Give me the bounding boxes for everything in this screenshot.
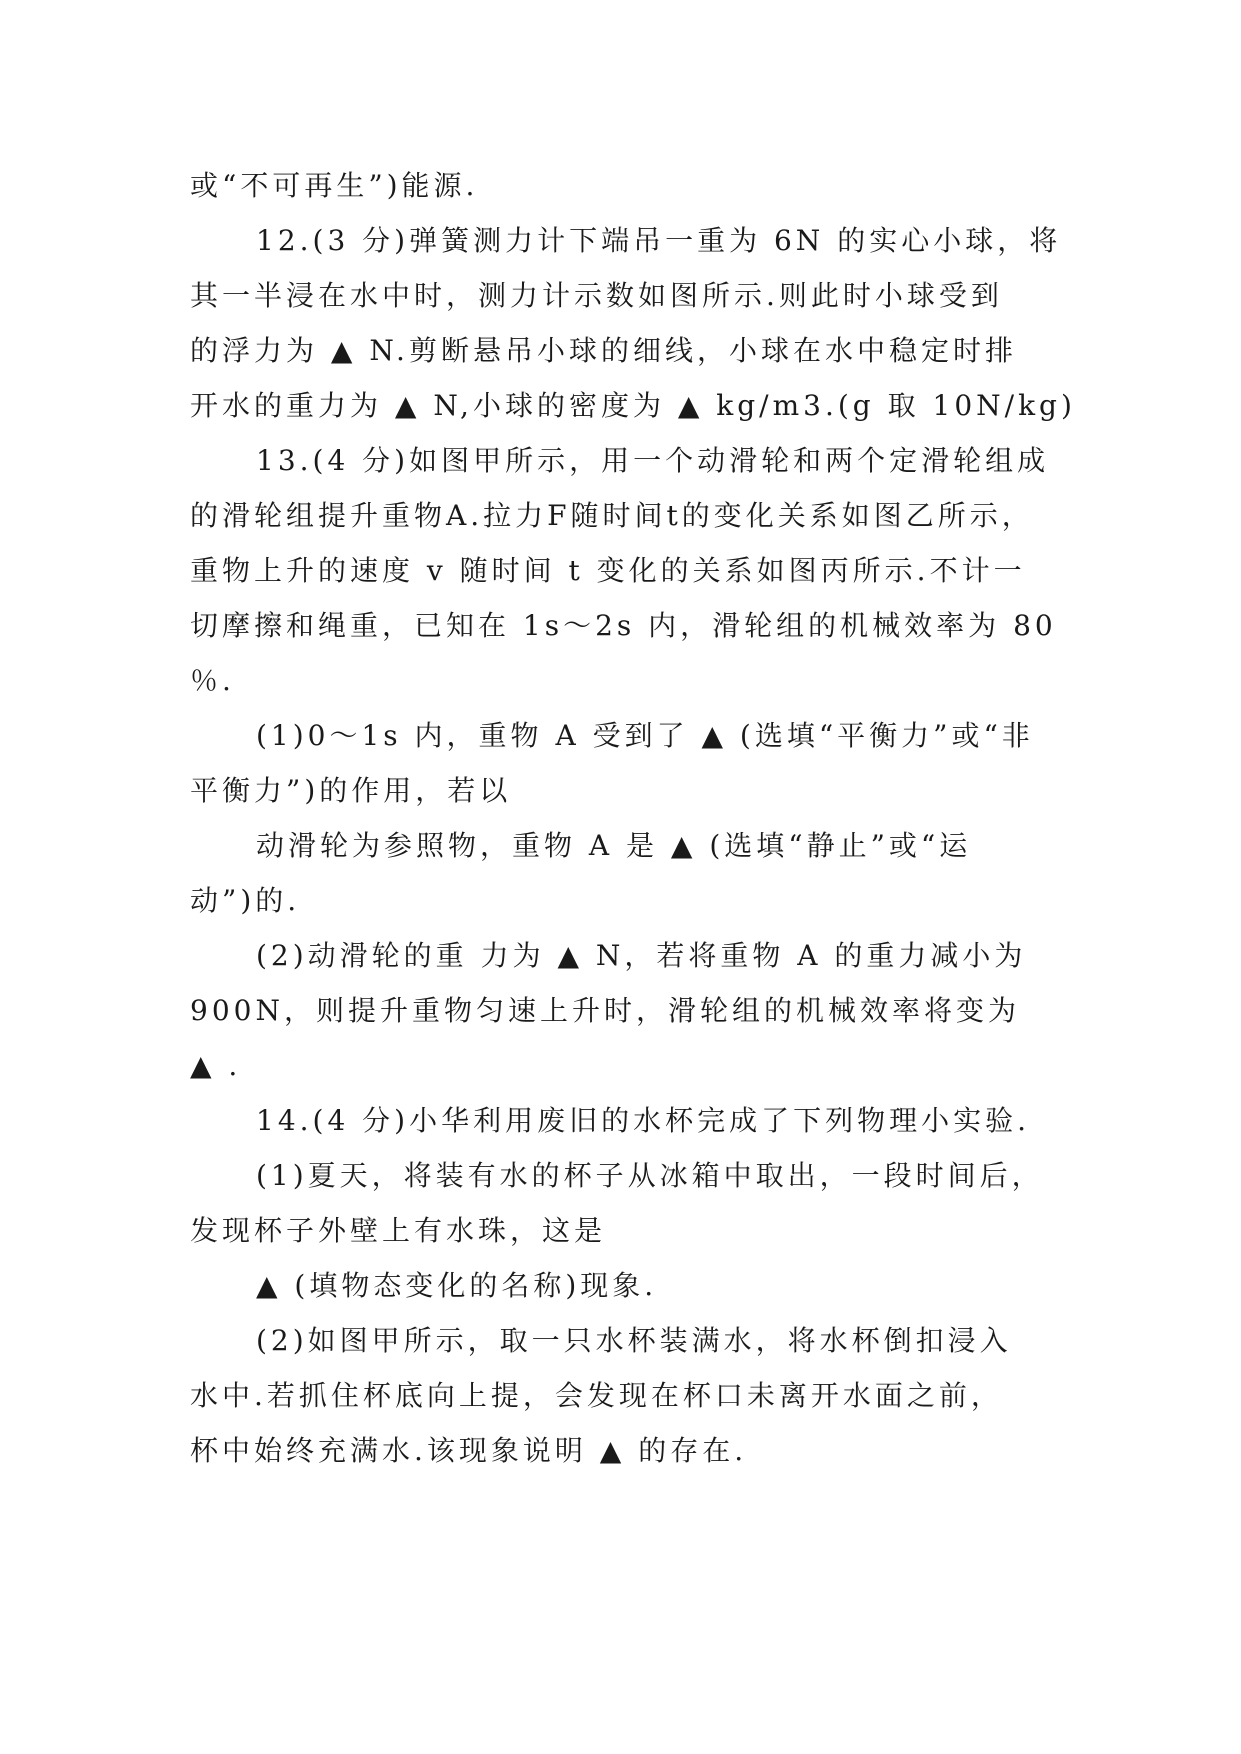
question-13-part-1-line-3: 动滑轮为参照物，重物 A 是 ▲ (选填“静止”或“运 xyxy=(256,829,972,862)
question-12-line-1: 12.(3 分)弹簧测力计下端吊一重为 6N 的实心小球，将 xyxy=(256,224,1062,257)
question-14-part-1-line-1: (1)夏天，将装有水的杯子从冰箱中取出，一段时间后， xyxy=(256,1159,1044,1192)
question-13-part-2-line-2: 900N，则提升重物匀速上升时，滑轮组的机械效率将变为 xyxy=(190,994,1020,1027)
question-14-line-1: 14.(4 分)小华利用废旧的水杯完成了下列物理小实验. xyxy=(256,1104,1030,1137)
question-14-part-1-line-3: ▲ (填物态变化的名称)现象. xyxy=(256,1269,658,1302)
question-13-part-2-line-3: ▲ . xyxy=(190,1049,242,1082)
question-12-line-2: 其一半浸在水中时，测力计示数如图所示.则此时小球受到 xyxy=(190,279,1003,312)
question-13-part-1-line-2: 平衡力”)的作用，若以 xyxy=(190,774,512,807)
question-13-line-1: 13.(4 分)如图甲所示，用一个动滑轮和两个定滑轮组成 xyxy=(256,444,1050,477)
question-13-line-4: 切摩擦和绳重，已知在 1s～2s 内，滑轮组的机械效率为 80 xyxy=(190,609,1057,642)
question-13-line-5: ％. xyxy=(190,664,235,697)
question-13-part-1-line-4: 动”)的. xyxy=(190,884,301,917)
question-12-line-4: 开水的重力为 ▲ N,小球的密度为 ▲ kg/m3.(g 取 10N/kg) xyxy=(190,389,1076,422)
question-14-part-2-line-3: 杯中始终充满水.该现象说明 ▲ 的存在. xyxy=(190,1434,748,1467)
question-13-part-1-line-1: (1)0～1s 内，重物 A 受到了 ▲ (选填“平衡力”或“非 xyxy=(256,719,1034,752)
question-13-line-2: 的滑轮组提升重物A.拉力F随时间t的变化关系如图乙所示， xyxy=(190,499,1034,532)
question-14-part-1-line-2: 发现杯子外壁上有水珠，这是 xyxy=(190,1214,607,1247)
question-13-part-2-line-1: (2)动滑轮的重 力为 ▲ N，若将重物 A 的重力减小为 xyxy=(256,939,1027,972)
text-line: 或“不可再生”)能源. xyxy=(190,169,479,202)
question-14-part-2-line-1: (2)如图甲所示，取一只水杯装满水，将水杯倒扣浸入 xyxy=(256,1324,1012,1357)
question-14-part-2-line-2: 水中.若抓住杯底向上提，会发现在杯口未离开水面之前， xyxy=(190,1379,1003,1412)
question-12-line-3: 的浮力为 ▲ N.剪断悬吊小球的细线，小球在水中稳定时排 xyxy=(190,334,1017,367)
question-13-line-3: 重物上升的速度 v 随时间 t 变化的关系如图丙所示.不计一 xyxy=(190,554,1026,587)
